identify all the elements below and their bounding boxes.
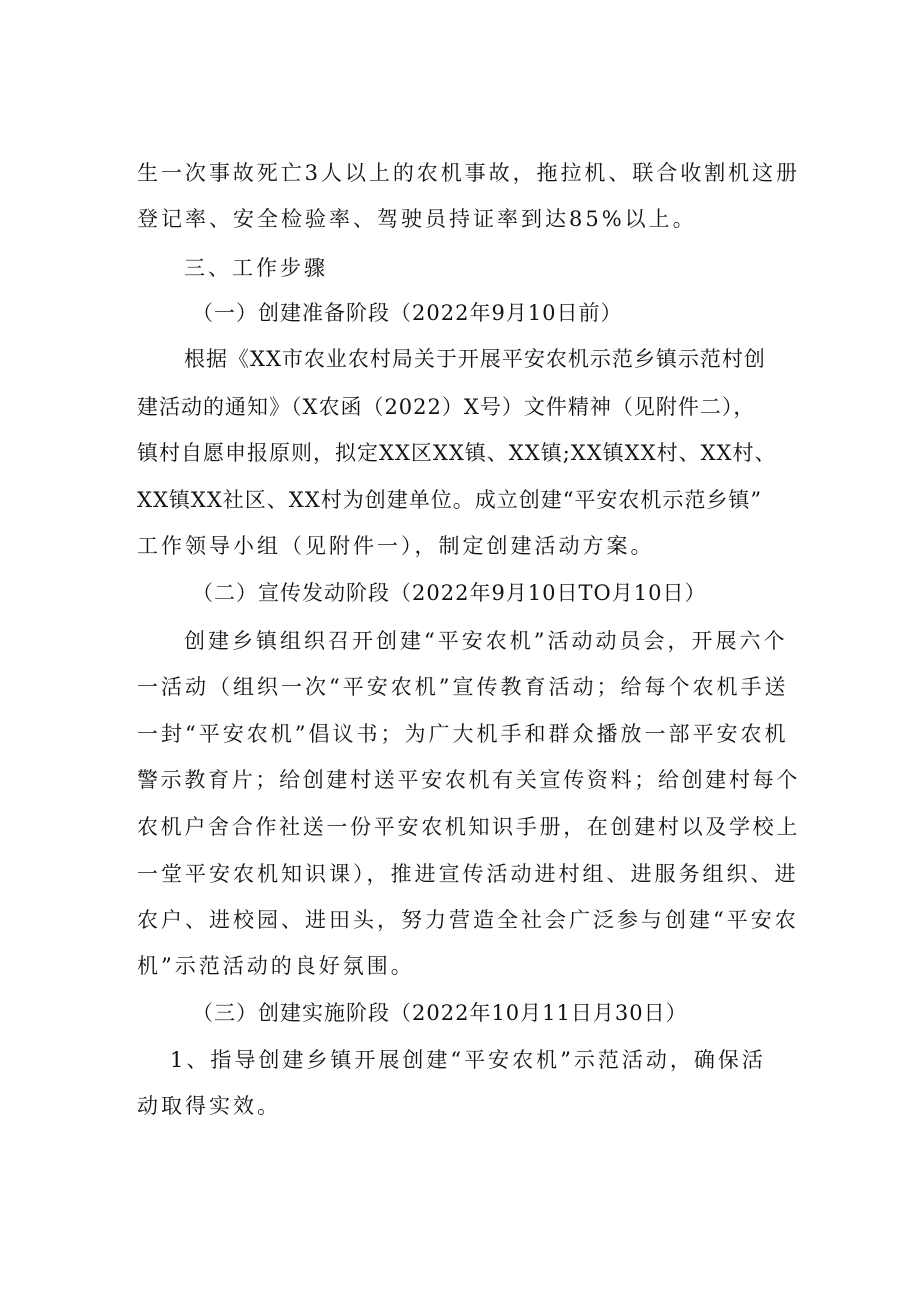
text-line-8: XX镇XX社区、XX村为创建单位。成立创建“平安农机示范乡镇”	[137, 488, 763, 512]
text-line-16: 一堂平安农机知识课），推进宣传活动进村组、进服务组织、进	[137, 862, 799, 886]
text-line-7: 镇村自愿申报原则，拟定XX区XX镇、XX镇;XX镇XX村、XX村、	[137, 441, 777, 465]
text-line-17: 农户、进校园、进田头，努力营造全社会广泛参与创建“平安农	[137, 908, 799, 932]
text-line-14: 警示教育片；给创建村送平安农机有关宣传资料；给创建村每个	[137, 768, 800, 792]
section-heading: 三、工作步骤	[184, 256, 328, 280]
subsection-heading-1: （一）创建准备阶段（2022年9月10日前）	[192, 301, 623, 325]
text-line-6: 建活动的通知》（X农函（2022）X号）文件精神（见附件二），	[137, 395, 756, 419]
text-line-13: 一封“平安农机”倡议书；为广大机手和群众播放一部平安农机	[137, 722, 789, 746]
text-line-11: 创建乡镇组织召开创建“平安农机”活动动员会，开展六个	[184, 629, 788, 653]
text-line-5: 根据《XX市农业农村局关于开展平安农机示范乡镇示范村创	[184, 347, 766, 371]
text-line-2: 登记率、安全检验率、驾驶员持证率到达85%以上。	[137, 207, 697, 231]
subsection-heading-3: （三）创建实施阶段（2022年10月11日月30日）	[192, 1001, 688, 1025]
text-line-20: 1、指导创建乡镇开展创建“平安农机”示范活动，确保活	[170, 1048, 766, 1072]
text-line-9: 工作领导小组（见附件一），制定创建活动方案。	[137, 534, 655, 558]
text-line-21: 动取得实效。	[137, 1094, 281, 1118]
subsection-heading-2: （二）宣传发动阶段（2022年9月10日TO月10日）	[192, 581, 707, 605]
text-line-12: 一活动（组织一次“平安农机”宣传教育活动；给每个农机手送	[137, 675, 789, 699]
text-line-18: 机”示范活动的良好氛围。	[137, 954, 415, 978]
text-line-15: 农机户舍合作社送一份平安农机知识手册，在创建村以及学校上	[137, 815, 800, 839]
text-line-1: 生一次事故死亡3人以上的农机事故，拖拉机、联合收割机这册	[137, 161, 800, 185]
